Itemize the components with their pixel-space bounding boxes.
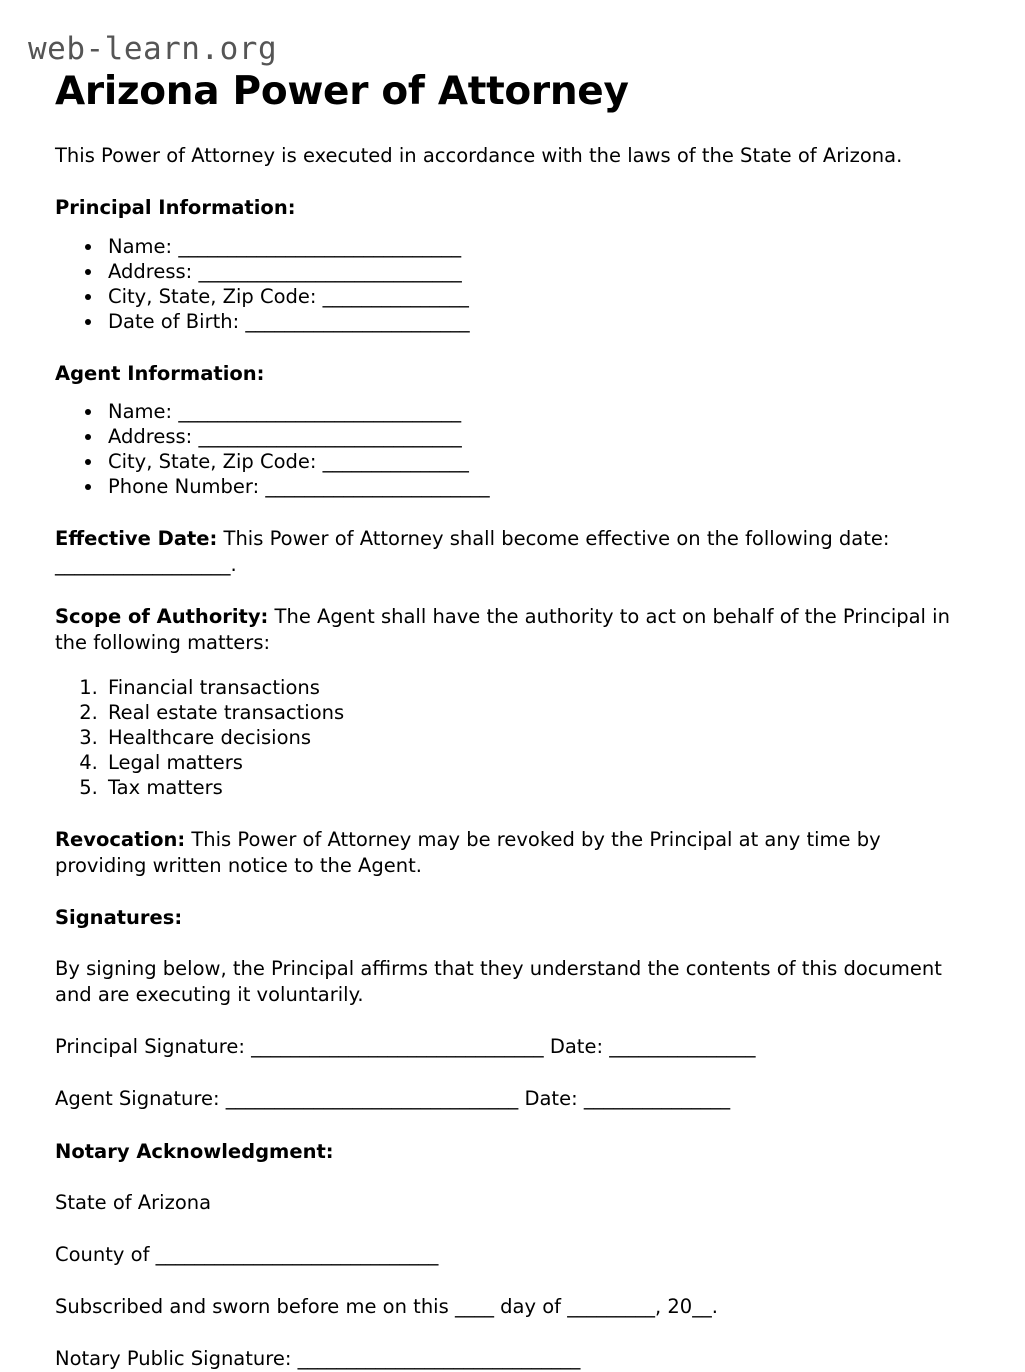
list-item bbox=[104, 310, 963, 335]
principal-signature-blank[interactable]: ______________________________ bbox=[251, 1035, 544, 1059]
principal-date-label: Date: bbox=[543, 1035, 610, 1059]
principal-information-heading: Principal Information: bbox=[55, 196, 296, 220]
notary-sworn-line bbox=[55, 1294, 963, 1320]
intro-paragraph: This Power of Attorney is executed in accordance with the laws of the State of Arizona. bbox=[55, 144, 903, 168]
notary-signature-blank[interactable]: _____________________________ bbox=[297, 1347, 581, 1371]
notary-signature-line bbox=[55, 1346, 963, 1372]
list-item: 4. Legal matters bbox=[104, 751, 963, 776]
list-item bbox=[104, 260, 963, 285]
site-watermark: web-learn.org bbox=[28, 31, 278, 67]
county-label: County of bbox=[55, 1243, 156, 1267]
field-label: Address: bbox=[108, 424, 199, 448]
notary-county-line bbox=[55, 1242, 963, 1268]
principal-information-list bbox=[55, 235, 963, 335]
effective-date-tail: . bbox=[230, 552, 237, 576]
list-item: 1. Financial transactions bbox=[104, 676, 963, 701]
county-blank[interactable]: _____________________________ bbox=[155, 1243, 439, 1267]
effective-date-text: This Power of Attorney shall become effective on the following date: bbox=[217, 526, 890, 550]
field-label: Date of Birth: bbox=[108, 309, 246, 333]
list-item bbox=[104, 285, 963, 310]
field-label: City, State, Zip Code: bbox=[108, 449, 323, 473]
notary-signature-label: Notary Public Signature: bbox=[55, 1347, 298, 1371]
fill-in-blank[interactable]: __________________ bbox=[55, 552, 231, 576]
principal-date-blank[interactable]: _______________ bbox=[609, 1035, 756, 1059]
revocation-paragraph bbox=[55, 827, 963, 879]
scope-of-authority-text: The Agent shall have the authority to act on behalf of the Principal in the following matters: bbox=[55, 605, 950, 655]
fill-in-blank[interactable]: ___________________________ bbox=[198, 259, 462, 283]
sworn-text-part4: . bbox=[711, 1295, 718, 1319]
principal-signature-label: Principal Signature: bbox=[55, 1035, 252, 1059]
list-item bbox=[104, 235, 963, 260]
notary-state-line: State of Arizona bbox=[55, 1190, 212, 1214]
sworn-year-blank[interactable]: __ bbox=[692, 1295, 712, 1319]
list-item: 5. Tax matters bbox=[104, 776, 963, 801]
list-item: 3. Healthcare decisions bbox=[104, 726, 963, 751]
signatures-statement: By signing below, the Principal affirms that they understand the contents of this document and are executing it voluntarily. bbox=[55, 957, 942, 1007]
field-label: Address: bbox=[108, 259, 199, 283]
principal-signature-line bbox=[55, 1034, 963, 1060]
field-label: Phone Number: bbox=[108, 474, 266, 498]
field-label: City, State, Zip Code: bbox=[108, 284, 323, 308]
page-title: Arizona Power of Attorney bbox=[55, 68, 629, 114]
list-item bbox=[104, 450, 963, 475]
notary-acknowledgment-heading: Notary Acknowledgment: bbox=[55, 1139, 334, 1163]
signatures-heading: Signatures: bbox=[55, 905, 183, 929]
scope-of-authority-paragraph bbox=[55, 604, 963, 656]
agent-signature-blank[interactable]: ______________________________ bbox=[225, 1087, 519, 1111]
field-label: Name: bbox=[108, 399, 179, 423]
fill-in-blank[interactable]: _______________________ bbox=[265, 474, 490, 498]
scope-of-authority-list bbox=[55, 676, 963, 801]
revocation-text: This Power of Attorney may be revoked by the Principal at any time by providing written notice to the Agent. bbox=[55, 827, 881, 877]
agent-information-list bbox=[55, 400, 963, 500]
sworn-text-part3: , 20 bbox=[654, 1295, 693, 1319]
agent-signature-line bbox=[55, 1086, 963, 1112]
fill-in-blank[interactable]: ___________________________ bbox=[198, 424, 462, 448]
list-item bbox=[104, 425, 963, 450]
revocation-label: Revocation: bbox=[55, 827, 186, 851]
fill-in-blank[interactable]: _____________________________ bbox=[178, 399, 462, 423]
fill-in-blank[interactable]: _______________ bbox=[322, 449, 469, 473]
list-item bbox=[104, 400, 963, 425]
sworn-day-blank[interactable]: ____ bbox=[454, 1295, 494, 1319]
effective-date-label: Effective Date: bbox=[55, 526, 218, 550]
sworn-text-part2: day of bbox=[493, 1295, 568, 1319]
agent-date-label: Date: bbox=[518, 1087, 584, 1111]
scope-of-authority-label: Scope of Authority: bbox=[55, 605, 269, 628]
document-content bbox=[28, 0, 963, 1372]
agent-signature-label: Agent Signature: bbox=[55, 1087, 226, 1111]
fill-in-blank[interactable]: _______________ bbox=[322, 284, 469, 308]
list-item: 2. Real estate transactions bbox=[104, 701, 963, 726]
fill-in-blank[interactable]: _______________________ bbox=[245, 309, 470, 333]
agent-date-blank[interactable]: _______________ bbox=[583, 1087, 731, 1111]
agent-information-heading: Agent Information: bbox=[55, 361, 265, 385]
sworn-month-blank[interactable]: _________ bbox=[567, 1295, 655, 1319]
sworn-text-part1: Subscribed and sworn before me on this bbox=[55, 1295, 455, 1319]
fill-in-blank[interactable]: _____________________________ bbox=[178, 234, 462, 258]
effective-date-paragraph bbox=[55, 526, 963, 578]
list-item bbox=[104, 475, 963, 500]
field-label: Name: bbox=[108, 234, 179, 258]
